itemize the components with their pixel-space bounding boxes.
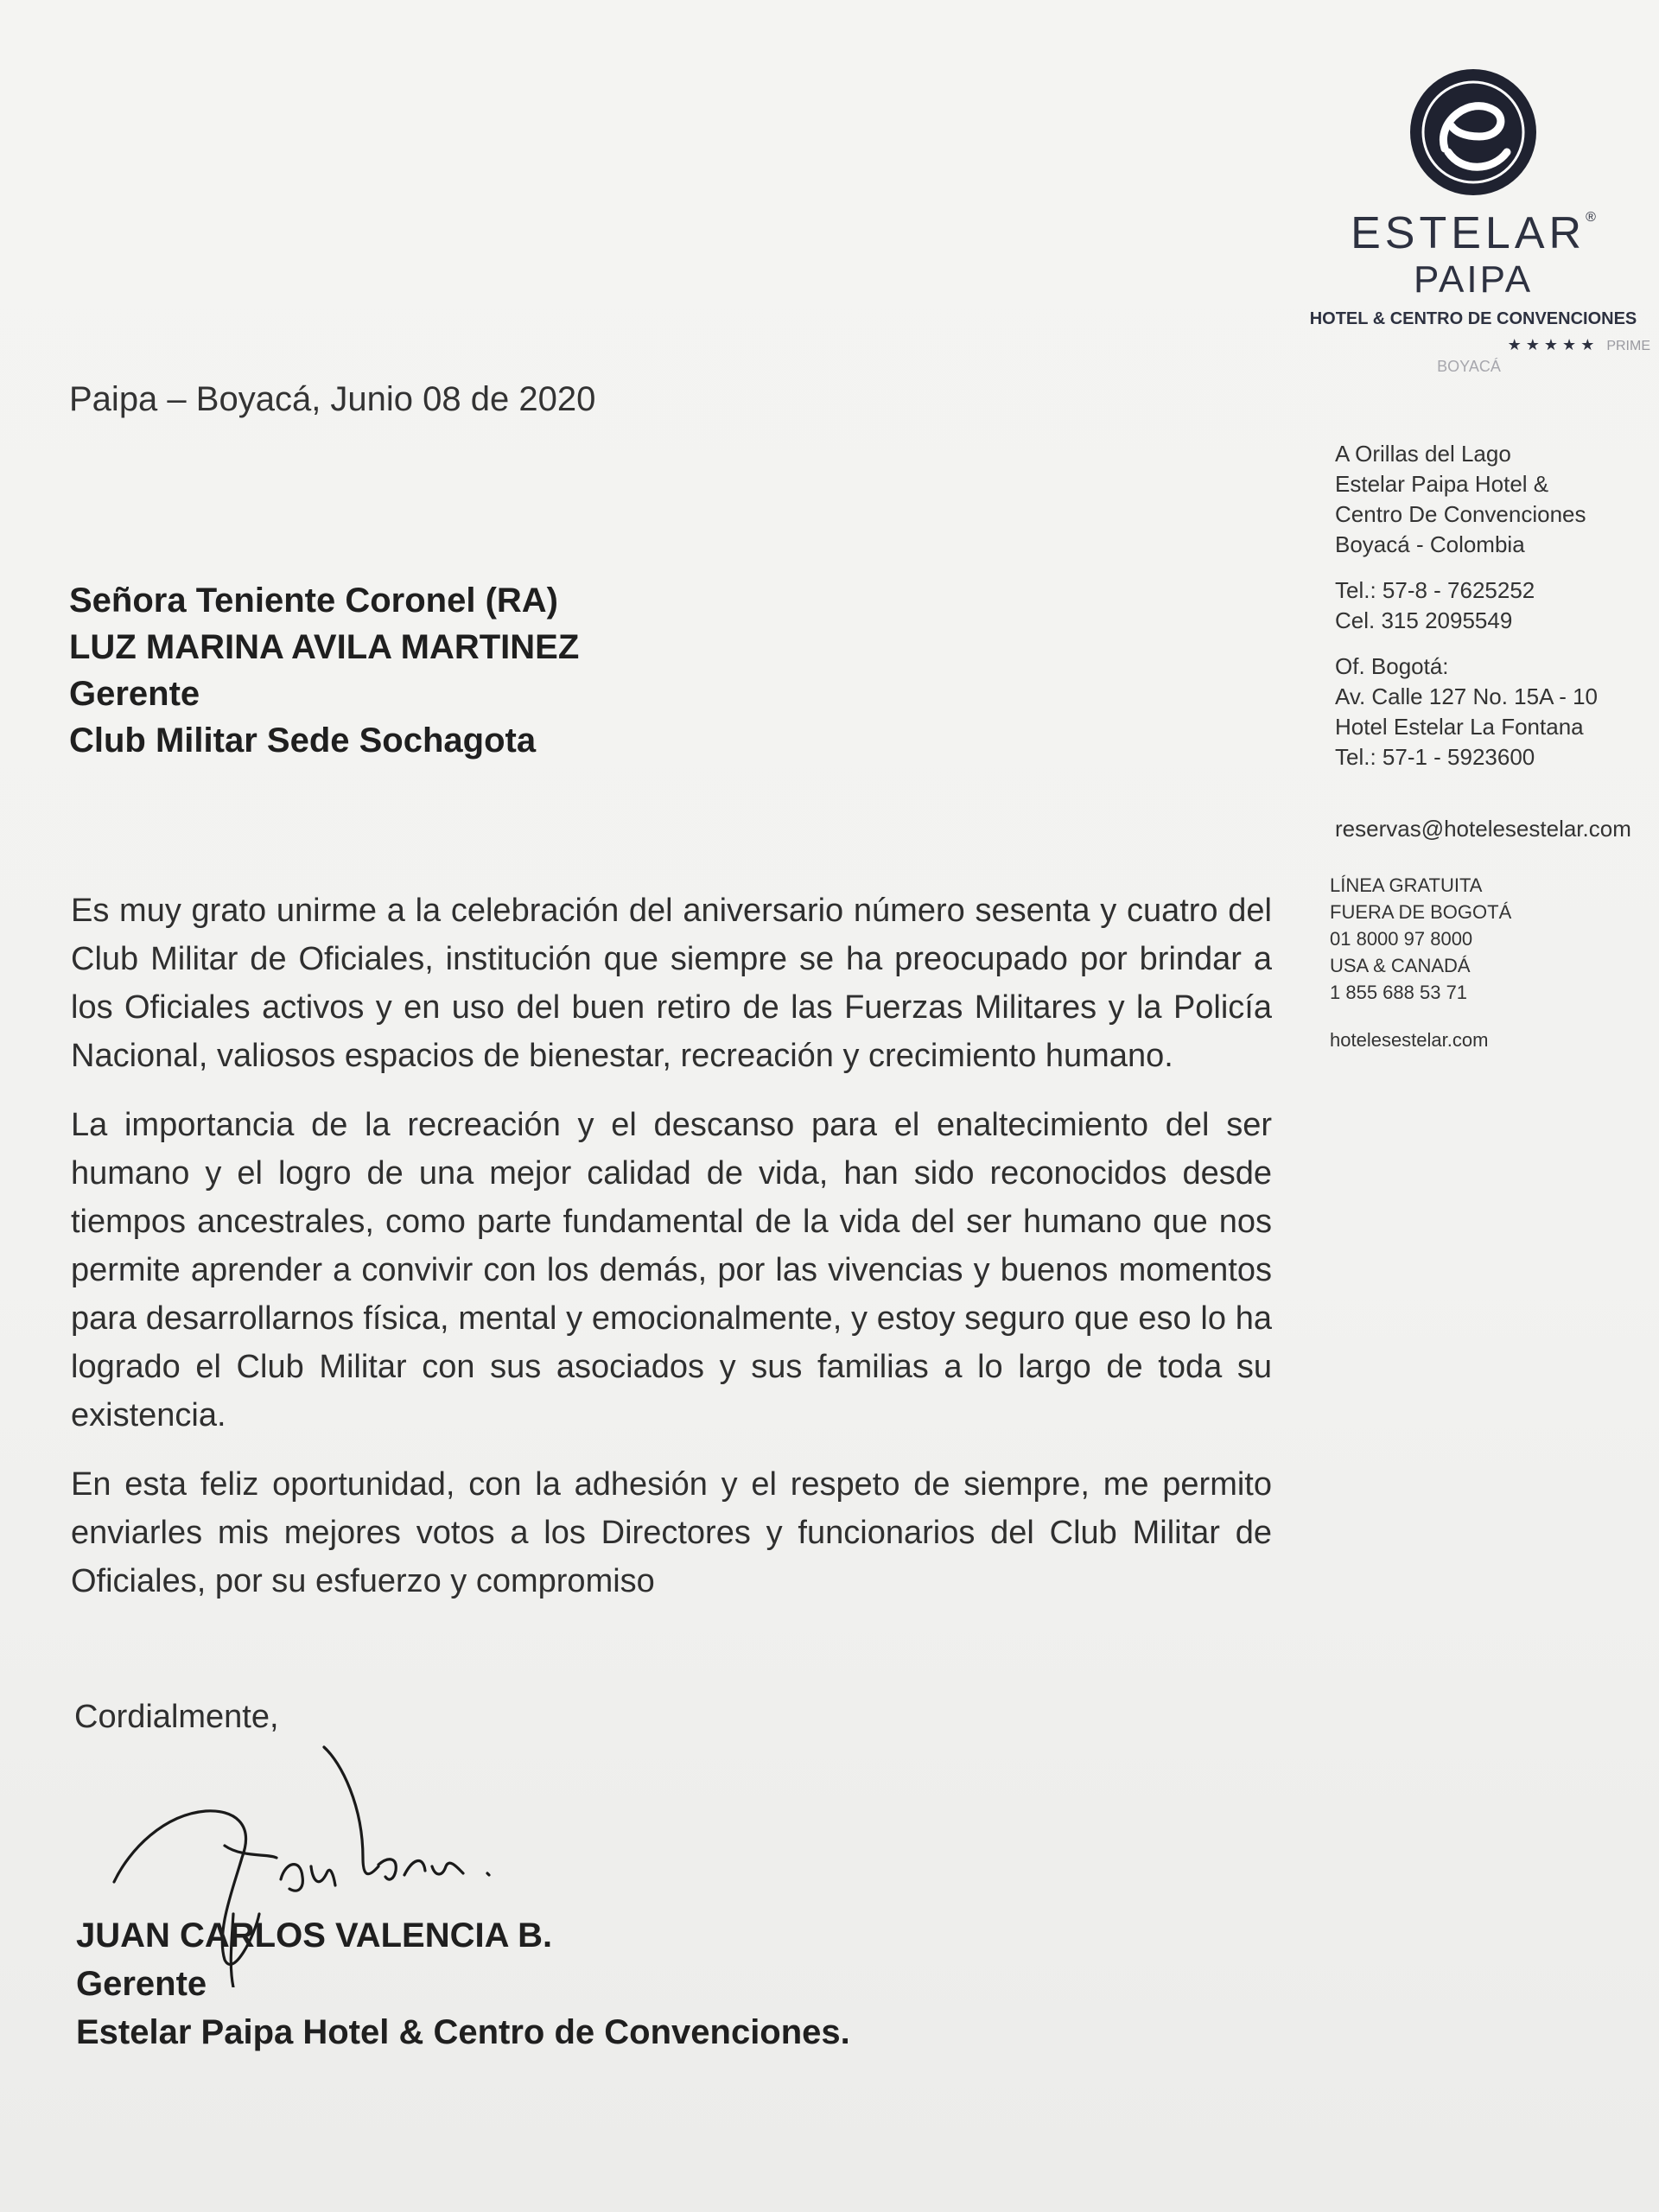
phone-line: Cel. 315 2095549	[1335, 607, 1513, 633]
hotel-address	[1335, 439, 1655, 560]
star-rating	[1296, 336, 1650, 354]
recipient-line: Señora Teniente Coronel (RA)	[69, 582, 558, 620]
body-paragraph: La importancia de la recreación y el descanso para el enaltecimiento del ser humano y el logro de una mejor calidad de vida, han sido reconocidos desde tiempos ancestrales, como parte fundamental de la vida del ser humano que nos permite aprender a convivir con los demás, por las vivencias y buenos momentos para desarrollarnos física, mental y emocionalmente, y estoy seguro que eso lo ha logrado el Club Militar con sus asociados y sus familias a lo largo de toda su existencia.	[71, 1107, 1272, 1433]
website: hotelesestelar.com	[1330, 1029, 1489, 1051]
letter-date: Paipa – Boyacá, Junio 08 de 2020	[69, 380, 596, 418]
toll-free-line: 1 855 688 53 71	[1330, 982, 1468, 1003]
toll-free-line: USA & CANADÁ	[1330, 955, 1471, 976]
recipient-line: Club Militar Sede Sochagota	[69, 721, 537, 760]
brand-region: BOYACÁ	[1437, 358, 1501, 375]
recipient-block	[69, 577, 579, 764]
toll-free-line: FUERA DE BOGOTÁ	[1330, 901, 1512, 923]
brand-city: PAIPA	[1413, 258, 1534, 301]
signer-name: JUAN CARLOS VALENCIA B.	[76, 1916, 553, 1955]
address-line: Boyacá - Colombia	[1335, 531, 1525, 557]
recipient-line: LUZ MARINA AVILA MARTINEZ	[69, 628, 580, 666]
signer-organization: Estelar Paipa Hotel & Centro de Convenciones.	[76, 2013, 850, 2051]
office-line: Tel.: 57-1 - 5923600	[1335, 744, 1535, 770]
phone-line: Tel.: 57-8 - 7625252	[1335, 577, 1535, 603]
email-address: reservas@hotelesestelar.com	[1335, 816, 1631, 842]
office-line: Av. Calle 127 No. 15A - 10	[1335, 683, 1599, 709]
registered-mark: ®	[1586, 210, 1596, 225]
bogota-office	[1335, 652, 1655, 772]
toll-free-block	[1330, 872, 1655, 1006]
toll-free-line: LÍNEA GRATUITA	[1330, 874, 1483, 896]
signer-title: Gerente	[76, 1965, 207, 2003]
letterhead	[1296, 69, 1650, 376]
recipient-line: Gerente	[69, 675, 200, 713]
address-line: Estelar Paipa Hotel &	[1335, 471, 1549, 497]
body-paragraph: En esta feliz oportunidad, con la adhesión y el respeto de siempre, me permito enviarles mis mejores votos a los Directores y funcionarios del Club Militar de Oficiales, por su esfuerzo y compromiso	[71, 1466, 1272, 1599]
body-paragraph: Es muy grato unirme a la celebración del aniversario número sesenta y cuatro del Club Militar de Oficiales, institución que siempre se ha preocupado por brindar a los Oficiales activos y en uso del buen retiro de las Fuerzas Militares y la Policía Nacional, valiosos espacios de bienestar, recreación y crecimiento humano.	[71, 893, 1272, 1074]
hotel-phones	[1335, 575, 1655, 636]
office-line: Hotel Estelar La Fontana	[1335, 714, 1584, 740]
signer-block	[76, 1911, 850, 2056]
brand-tagline: HOTEL & CENTRO DE CONVENCIONES	[1309, 309, 1637, 328]
contact-column	[1330, 439, 1655, 1055]
closing: Cordialmente,	[74, 1699, 279, 1735]
address-line: Centro De Convenciones	[1335, 501, 1586, 527]
address-line: A Orillas del Lago	[1335, 441, 1511, 467]
toll-free-line: 01 8000 97 8000	[1330, 928, 1473, 950]
brand-name: ESTELAR®	[1351, 208, 1596, 258]
stars-icon: ★ ★ ★ ★ ★	[1507, 336, 1595, 353]
office-line: Of. Bogotá:	[1335, 653, 1449, 679]
letter-body	[71, 887, 1272, 1626]
estelar-e-logo-icon	[1410, 69, 1536, 195]
tier-label: PRIME	[1606, 339, 1650, 353]
